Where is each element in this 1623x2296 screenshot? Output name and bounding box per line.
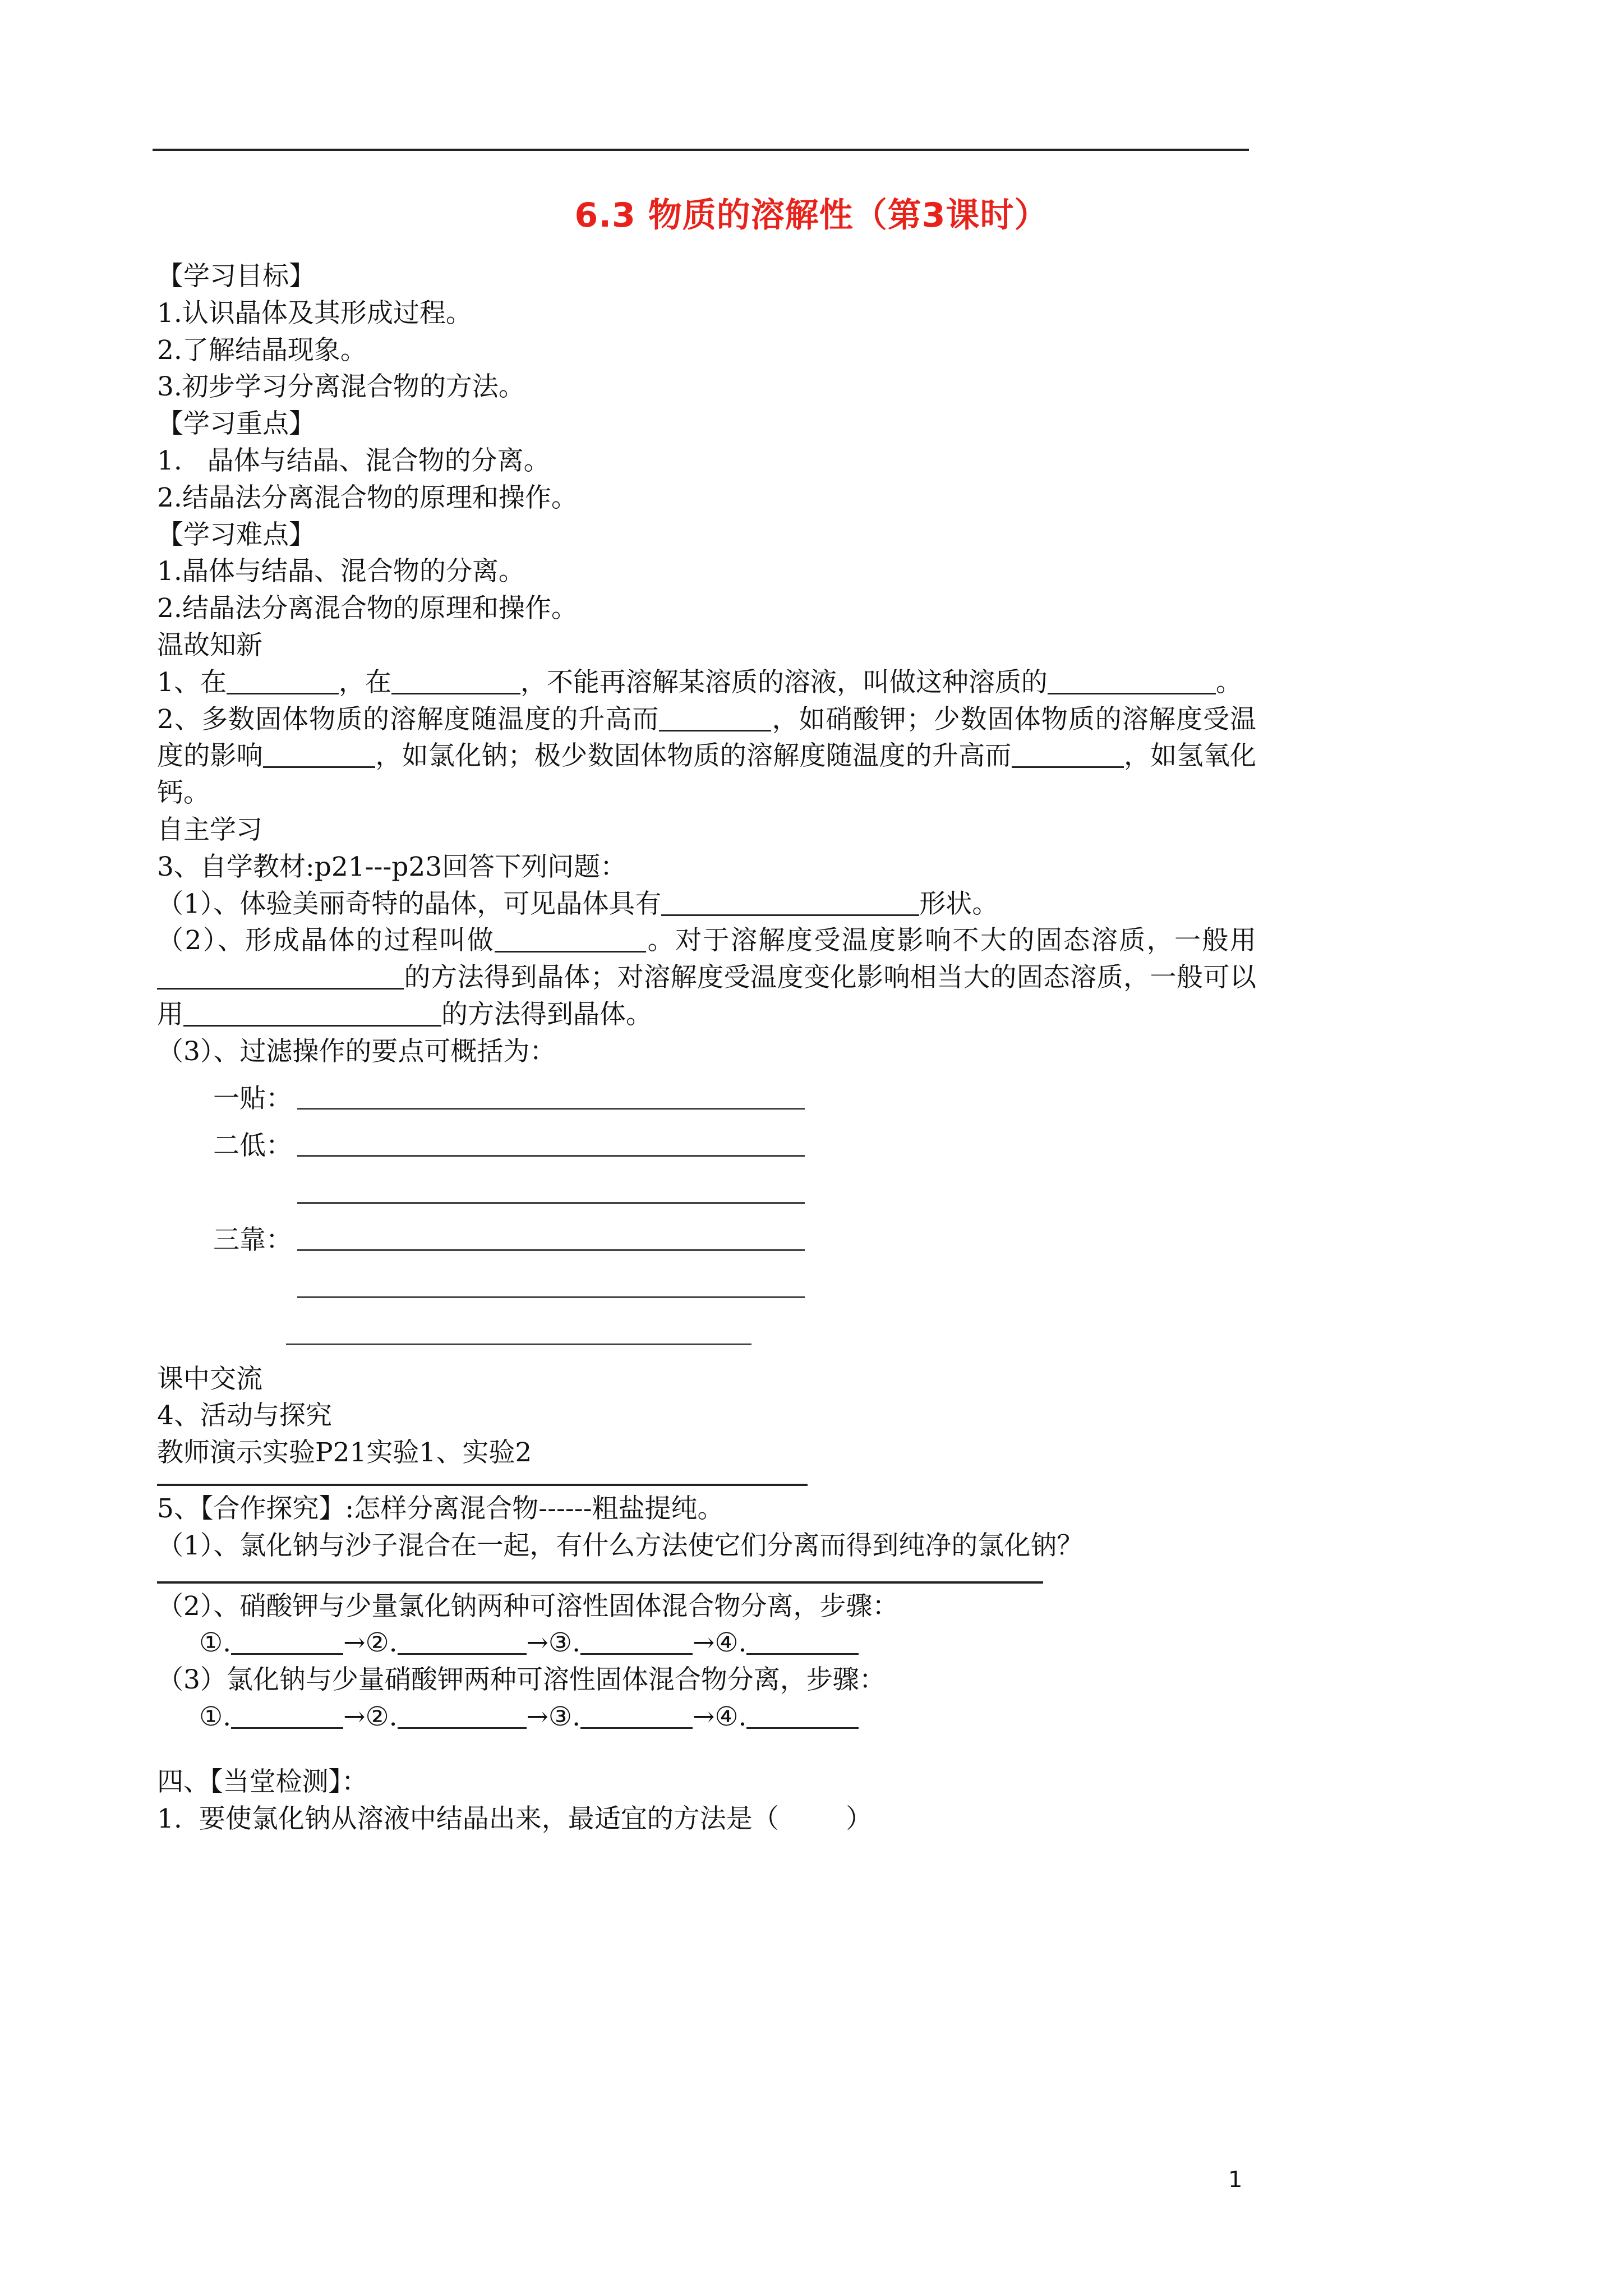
class-exchange-heading: 课中交流 [157,1363,262,1395]
key-points-heading: 【学习重点】 [157,408,315,440]
review-question-2: 2、多数固体物质的溶解度随温度的升高而 ，如硝酸钾；少数固体物质的溶解度受温度的影响 ，如氯化钠；极少数固体物质的溶解度随温度的升高而 ，如氢氧化钙。 [157,703,1257,809]
answer-blank[interactable] [1012,766,1124,768]
step-blank[interactable] [231,1727,343,1729]
step-blank[interactable] [580,1727,693,1729]
answer-blank[interactable] [659,730,771,731]
test-heading: 四、【当堂检测】： [157,1766,368,1797]
page-title: 6.3 物质的溶解性（第3课时） [574,196,1049,235]
answer-line[interactable] [157,1484,808,1486]
sub-question-1: （1）、体验美丽奇特的晶体，可见晶体具有 形状。 [157,888,999,919]
step-blank[interactable] [398,1653,527,1655]
filter-point-row [157,1165,1256,1212]
coop-sub-question-1: （1）、氯化钠与沙子混合在一起，有什么方法使它们分离而得到纯净的氯化钠？ [157,1530,1083,1561]
answer-blank[interactable] [1048,693,1216,694]
filter-label: 一贴： [213,1083,292,1114]
objective-item: 2.了解结晶现象。 [157,334,367,366]
sub-question-3: （3）、过滤操作的要点可概括为： [157,1036,556,1067]
filter-point-row [157,1259,1256,1306]
demo-experiment: 教师演示实验P21实验1、实验2 [157,1437,532,1469]
test-question-1: 1. 要使氯化钠从溶液中结晶出来，最适宜的方法是（ ） [157,1803,873,1834]
worksheet-body [157,258,1256,1837]
answer-line[interactable] [157,1581,1043,1584]
objectives-heading: 【学习目标】 [157,261,315,292]
steps-row: ①. →②. →③. →④. [199,1625,1256,1662]
answer-blank[interactable] [263,766,375,768]
coop-sub-question-2: （2）、硝酸钾与少量氯化钠两种可溶性固体混合物分离，步骤： [157,1590,899,1622]
answer-line[interactable] [297,1227,805,1251]
answer-blank[interactable] [661,914,919,916]
answer-blank[interactable] [183,1025,441,1027]
filter-label: 二低： [213,1130,292,1161]
page-number: 1 [1228,2167,1243,2193]
answer-line[interactable] [297,1274,805,1298]
difficulty-item: 1.晶体与结晶、混合物的分离。 [157,556,525,587]
objective-item: 3.初步学习分离混合物的方法。 [157,371,525,403]
filter-label: 三靠： [213,1224,292,1255]
steps-row: ①. →②. →③. →④. [199,1699,1256,1736]
key-point-item: 1. 晶体与结晶、混合物的分离。 [157,445,550,476]
difficulty-item: 2.结晶法分离混合物的原理和操作。 [157,593,578,624]
self-study-heading: 自主学习 [157,814,262,845]
header-rule [153,149,1249,151]
filter-point-row [157,1306,1256,1353]
coop-sub-question-3: （3）氯化钠与少量硝酸钾两种可溶性固体混合物分离，步骤： [157,1664,886,1696]
question-4: 4、活动与探究 [157,1400,332,1432]
answer-blank[interactable] [391,693,520,694]
step-blank[interactable] [746,1653,859,1655]
answer-line[interactable] [297,1133,805,1157]
answer-blank[interactable] [157,988,404,990]
question-3: 3、自学教材:p21---p23回答下列问题： [157,851,627,882]
question-5: 5、【合作探究】:怎样分离混合物------粗盐提纯。 [157,1493,724,1524]
step-blank[interactable] [398,1727,527,1729]
answer-blank[interactable] [227,693,339,694]
step-blank[interactable] [231,1653,343,1655]
filter-point-row [157,1117,1256,1165]
sub-question-2: （2）、形成晶体的过程叫做 。对于溶解度受温度影响不大的固态溶质，一般用的方法得到晶体；对溶解度受温度变化影响相当大的固态溶质，一般可以用 的方法得到晶体。 [157,925,1257,1030]
objective-item: 1.认识晶体及其形成过程。 [157,297,472,329]
answer-line[interactable] [297,1085,805,1110]
answer-line[interactable] [286,1321,751,1345]
review-question-1: 1、在 ，在 ，不能再溶解某溶质的溶液，叫做这种溶质的 。 [157,666,1242,698]
review-heading: 温故知新 [157,629,262,661]
answer-line[interactable] [297,1180,805,1204]
filter-point-row [157,1070,1256,1117]
step-blank[interactable] [746,1727,859,1729]
answer-blank[interactable] [495,951,646,953]
difficulties-heading: 【学习难点】 [157,519,315,550]
filter-point-row [157,1212,1256,1259]
key-point-item: 2.结晶法分离混合物的原理和操作。 [157,482,578,513]
step-blank[interactable] [580,1653,693,1655]
